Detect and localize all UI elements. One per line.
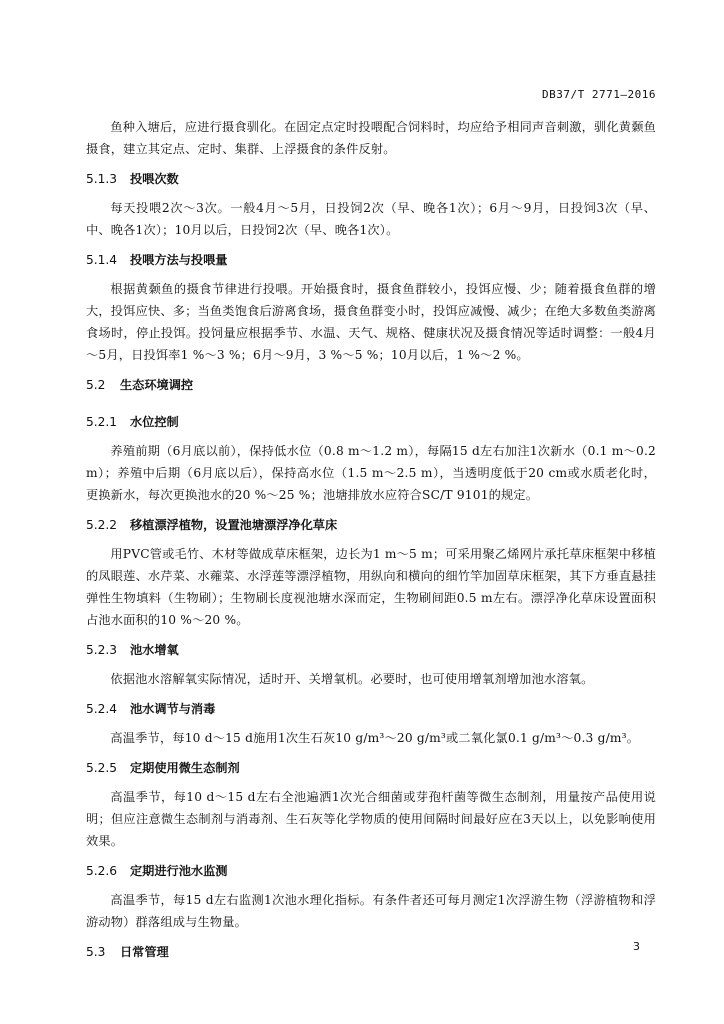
section-title: 移植漂浮植物，设置池塘漂浮净化草床	[130, 518, 338, 532]
section-title: 生态环境调控	[120, 378, 194, 392]
section-number: 5.2.2	[86, 518, 118, 532]
section-title: 投喂方法与投喂量	[130, 253, 228, 267]
standard-code-header: DB37/T 2771—2016	[542, 88, 656, 101]
section-heading	[86, 941, 656, 963]
section-heading	[86, 374, 656, 396]
body-paragraph: 高温季节，每10 d～15 d左右全池遍洒1次光合细菌或芽孢杆菌等微生态制剂，用量按产品使用说明；但应注意微生态制剂与消毒剂、生石灰等化学物质的使用间隔时间最好应在3天以上，以免影响使用效果。	[86, 790, 656, 848]
section-title: 水位控制	[130, 415, 179, 429]
section-heading	[86, 639, 656, 661]
section-heading	[86, 698, 656, 720]
body-paragraph: 根据黄颡鱼的摄食节律进行投喂。开始摄食时，摄食鱼群较小，投饵应慢、少；随着摄食鱼群的增大，投饵应快、多；当鱼类饱食后游离食场，摄食鱼群变小时，投饵应减慢、减少；在绝大多数鱼类游离食场时，停止投饵。投饲量应根据季节、水温、天气、规格、健康状况及摄食情况等适时调整：一般4月～5月，日投饵率1 %～3 %；6月～9月，3 %～5 %；10月以后，1 %～2 %。	[86, 282, 656, 362]
section-title: 投喂次数	[130, 172, 179, 186]
section-heading	[86, 249, 656, 271]
section-number: 5.2.3	[86, 643, 118, 657]
section-title: 定期使用微生态制剂	[130, 761, 240, 775]
body-paragraph: 依据池水溶解氧实际情况，适时开、关增氧机。必要时，也可使用增氧剂增加池水溶氧。	[110, 672, 594, 686]
body-paragraph: 每天投喂2次～3次。一般4月～5月，日投饲2次（早、晚各1次）；6月～9月，日投饲3次（早、中、晚各1次）；10月以后，日投饲2次（早、晚各1次）。	[86, 201, 656, 237]
section-heading	[86, 411, 656, 433]
section-title: 定期进行池水监测	[130, 864, 228, 878]
body-paragraph: 高温季节，每10 d～15 d施用1次生石灰10 g/m³～20 g/m³或二氧化氯0.1 g/m³～0.3 g/m³。	[110, 731, 640, 745]
body-paragraph: 高温季节，每15 d左右监测1次池水理化指标。有条件者还可每月测定1次浮游生物（浮游植物和浮游动物）群落组成与生物量。	[86, 893, 656, 929]
section-heading	[86, 514, 656, 536]
body-paragraph: 用PVC管或毛竹、木材等做成草床框架，边长为1 m～5 m；可采用聚乙烯网片承托草床框架中移植的凤眼莲、水芹菜、水蕹菜、水浮莲等漂浮植物，用纵向和横向的细竹竿加固草床框架，其下方垂直悬挂弹性生物填料（生物刷）；生物刷长度视池塘水深而定，生物刷间距0.5 m左右。漂浮净化草床设置面积占池水面积的10 %～20 %。	[86, 547, 656, 627]
document-body	[86, 116, 656, 970]
section-heading	[86, 168, 656, 190]
section-number: 5.3	[86, 945, 106, 959]
section-number: 5.1.4	[86, 253, 118, 267]
section-number: 5.2.6	[86, 864, 118, 878]
section-heading	[86, 860, 656, 882]
section-number: 5.2.4	[86, 702, 118, 716]
section-number: 5.2.5	[86, 761, 118, 775]
section-title: 池水增氧	[130, 643, 179, 657]
body-paragraph: 鱼种入塘后，应进行摄食驯化。在固定点定时投喂配合饲料时，均应给予相同声音刺激，驯化黄颡鱼摄食，建立其定点、定时、集群、上浮摄食的条件反射。	[86, 120, 656, 156]
page-number: 3	[633, 940, 640, 953]
section-title: 池水调节与消毒	[130, 702, 216, 716]
section-number: 5.1.3	[86, 172, 118, 186]
section-title: 日常管理	[120, 945, 169, 959]
section-heading	[86, 757, 656, 779]
body-paragraph: 养殖前期（6月底以前），保持低水位（0.8 m～1.2 m），每隔15 d左右加注1次新水（0.1 m～0.2 m）；养殖中后期（6月底以后），保持高水位（1.5 m～2.5 m），当透明度低于20 cm或水质老化时，更换新水，每次更换池水的20 %～25 %；池塘排放水应符合SC/T 9101的规定。	[86, 444, 656, 502]
section-number: 5.2	[86, 378, 106, 392]
section-number: 5.2.1	[86, 415, 118, 429]
